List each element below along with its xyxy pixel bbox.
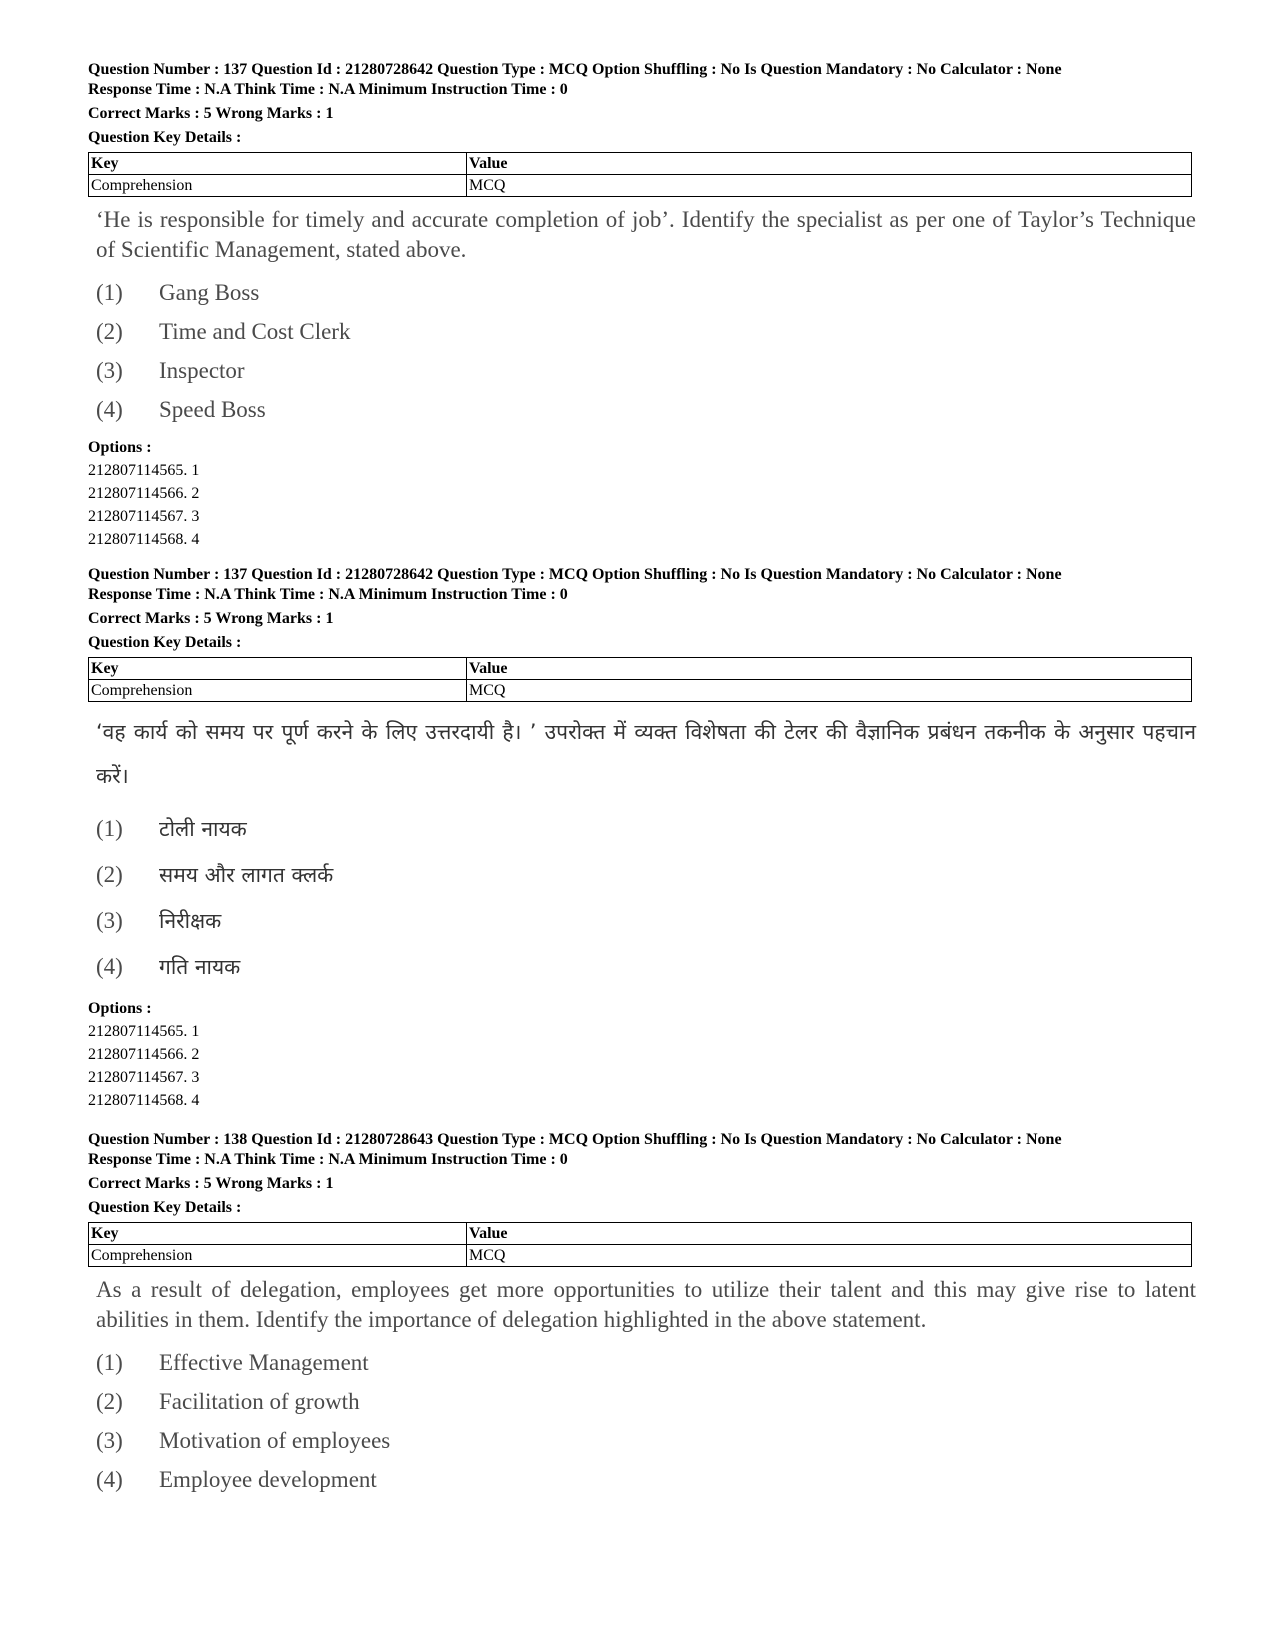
key-details-table <box>88 152 1192 197</box>
marks-line: Correct Marks : 5 Wrong Marks : 1 <box>88 1175 334 1192</box>
option-id: 212807114567. 3 <box>88 508 200 525</box>
table-row <box>89 680 1192 702</box>
choice-text: Time and Cost Clerk <box>159 319 351 344</box>
choice-text: Gang Boss <box>159 280 260 305</box>
question-meta-line: Question Number : 137 Question Id : 21280728642 Question Type : MCQ Option Shuffling : No Is Question Mandatory : No Calculator : None <box>88 566 1062 583</box>
option-id: 212807114568. 4 <box>88 1092 200 1109</box>
choice-item <box>96 1343 1192 1382</box>
question-timing-line: Response Time : N.A Think Time : N.A Minimum Instruction Time : 0 <box>88 586 568 603</box>
choice-item <box>96 1382 1192 1421</box>
choice-text: Inspector <box>159 358 245 383</box>
choice-item <box>96 1460 1192 1499</box>
choice-text: Motivation of employees <box>159 1428 391 1453</box>
choice-number: (1) <box>96 1350 123 1375</box>
choice-item <box>96 944 1192 990</box>
key-header: Key <box>89 658 467 680</box>
choice-number: (3) <box>96 358 123 383</box>
value-cell: MCQ <box>467 1245 1192 1267</box>
key-header: Key <box>89 153 467 175</box>
choice-item <box>96 852 1192 898</box>
choice-text: Speed Boss <box>159 397 266 422</box>
question-text: As a result of delegation, employees get more opportunities to utilize their talent and this may give rise to latent abilities in them. Identify the importance of delegation highlighted in the above statement. <box>96 1277 1196 1332</box>
option-id: 212807114567. 3 <box>88 1069 200 1086</box>
key-cell: Comprehension <box>89 680 467 702</box>
option-id: 212807114566. 2 <box>88 485 200 502</box>
choice-text: Effective Management <box>159 1350 369 1375</box>
table-header-row <box>89 1223 1192 1245</box>
key-header: Key <box>89 1223 467 1245</box>
choice-text: गति नायक <box>159 955 241 979</box>
question-block <box>88 60 1196 551</box>
choice-number: (2) <box>96 862 123 887</box>
choice-number: (3) <box>96 1428 123 1453</box>
options-label: Options : <box>88 1000 152 1017</box>
choice-number: (1) <box>96 280 123 305</box>
question-text: ‘वह कार्य को समय पर पूर्ण करने के लिए उत्तरदायी है। ’ उपरोक्त में व्यक्त विशेषता की टेलर की वैज्ञानिक प्रबंधन तकनीक के अनुसार पहचान करें। <box>96 720 1196 788</box>
choice-number: (4) <box>96 954 123 979</box>
key-details-label: Question Key Details : <box>88 129 242 146</box>
value-cell: MCQ <box>467 680 1192 702</box>
question-text: ‘He is responsible for timely and accurate completion of job’. Identify the specialist as per one of Taylor’s Technique of Scientific Management, stated above. <box>96 207 1196 262</box>
table-row <box>89 1245 1192 1267</box>
choice-item <box>96 1421 1192 1460</box>
choice-text: निरीक्षक <box>159 909 222 933</box>
key-details-table <box>88 657 1192 702</box>
choice-text: टोली नायक <box>159 817 247 841</box>
choice-number: (2) <box>96 1389 123 1414</box>
table-header-row <box>89 658 1192 680</box>
option-id: 212807114565. 1 <box>88 462 200 479</box>
table-header-row <box>89 153 1192 175</box>
choice-item <box>96 351 1192 390</box>
choice-text: समय और लागत क्लर्क <box>159 863 334 887</box>
options-label: Options : <box>88 439 152 456</box>
choice-text: Facilitation of growth <box>159 1389 360 1414</box>
choice-list <box>96 273 1192 429</box>
key-details-label: Question Key Details : <box>88 1199 242 1216</box>
choice-number: (2) <box>96 319 123 344</box>
value-header: Value <box>467 1223 1192 1245</box>
choice-number: (1) <box>96 816 123 841</box>
marks-line: Correct Marks : 5 Wrong Marks : 1 <box>88 105 334 122</box>
key-details-label: Question Key Details : <box>88 634 242 651</box>
value-header: Value <box>467 153 1192 175</box>
key-cell: Comprehension <box>89 1245 467 1267</box>
choice-number: (3) <box>96 908 123 933</box>
question-block <box>88 565 1196 1112</box>
question-meta-line: Question Number : 137 Question Id : 21280728642 Question Type : MCQ Option Shuffling : No Is Question Mandatory : No Calculator : None <box>88 61 1062 78</box>
choice-item <box>96 312 1192 351</box>
choice-item <box>96 806 1192 852</box>
choice-item <box>96 898 1192 944</box>
marks-line: Correct Marks : 5 Wrong Marks : 1 <box>88 610 334 627</box>
choice-number: (4) <box>96 1467 123 1492</box>
choice-list <box>96 806 1192 990</box>
option-id: 212807114566. 2 <box>88 1046 200 1063</box>
key-details-table <box>88 1222 1192 1267</box>
choice-list <box>96 1343 1192 1499</box>
value-header: Value <box>467 658 1192 680</box>
option-id: 212807114565. 1 <box>88 1023 200 1040</box>
key-cell: Comprehension <box>89 175 467 197</box>
question-timing-line: Response Time : N.A Think Time : N.A Minimum Instruction Time : 0 <box>88 1151 568 1168</box>
question-timing-line: Response Time : N.A Think Time : N.A Minimum Instruction Time : 0 <box>88 81 568 98</box>
choice-item <box>96 273 1192 312</box>
question-meta-line: Question Number : 138 Question Id : 21280728643 Question Type : MCQ Option Shuffling : No Is Question Mandatory : No Calculator : None <box>88 1131 1062 1148</box>
option-id: 212807114568. 4 <box>88 531 200 548</box>
value-cell: MCQ <box>467 175 1192 197</box>
choice-text: Employee development <box>159 1467 377 1492</box>
choice-number: (4) <box>96 397 123 422</box>
table-row <box>89 175 1192 197</box>
question-block <box>88 1130 1196 1499</box>
choice-item <box>96 390 1192 429</box>
